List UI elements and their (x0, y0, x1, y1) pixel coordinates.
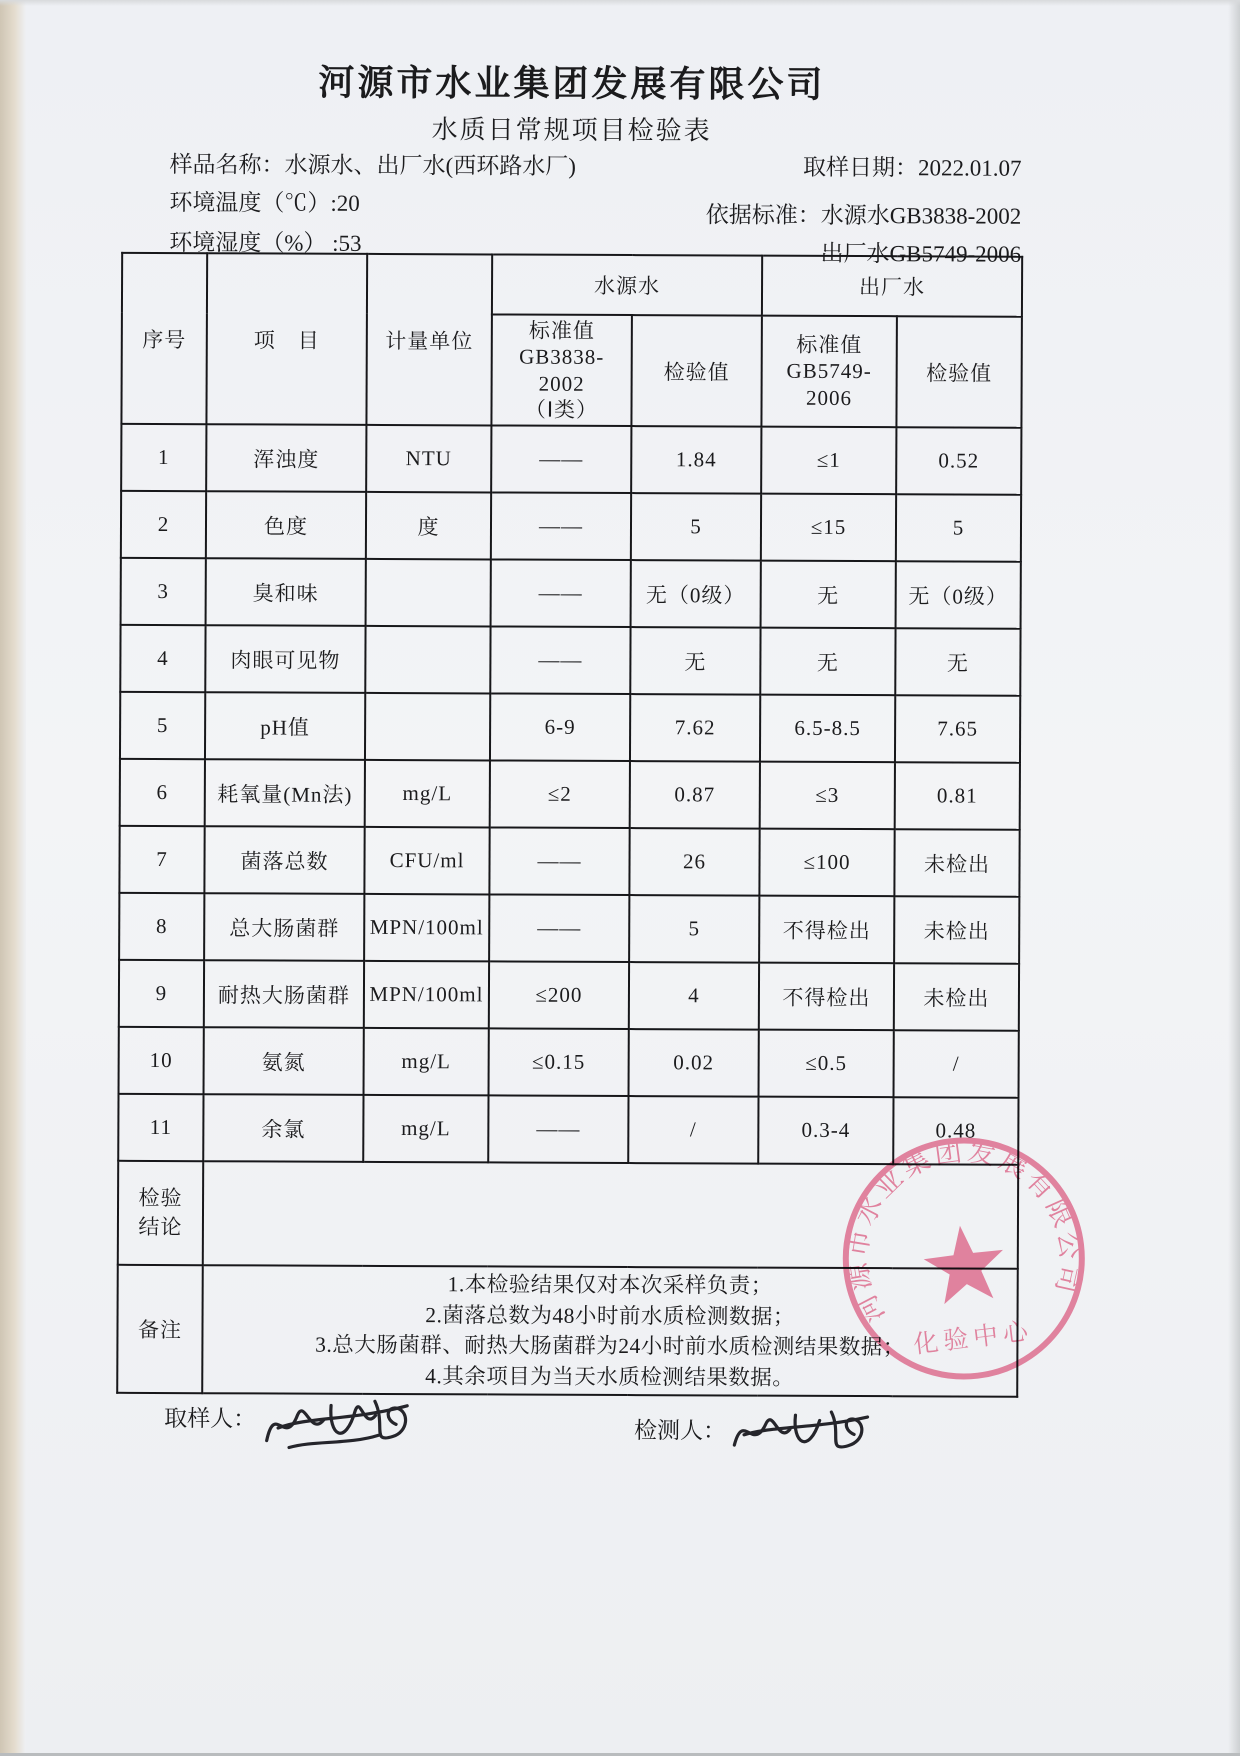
row-source-value: 0.02 (629, 1029, 759, 1097)
col-header-item: 项 目 (206, 253, 367, 425)
row-source-value: 无（0级） (631, 560, 761, 628)
tester-block (634, 1398, 888, 1469)
remark-line: 3.总大肠菌群、耐热大肠菌群为24小时前水质检测结果数据； (315, 1332, 905, 1360)
row-unit (365, 626, 490, 694)
row-source-standard: ≤0.15 (489, 1028, 629, 1096)
row-outlet-value: 未检出 (894, 829, 1019, 897)
row-outlet-value: 0.52 (896, 427, 1021, 495)
row-outlet-value: 5 (896, 494, 1021, 562)
row-item: 菌落总数 (204, 826, 364, 894)
row-seq: 6 (120, 759, 205, 826)
tester-signature (728, 1398, 888, 1469)
row-unit: CFU/ml (364, 827, 489, 895)
col-header-source-standard: 标准值 GB3838-2002 （Ⅰ类） (491, 314, 631, 426)
row-outlet-value: 7.65 (895, 695, 1020, 763)
row-source-value: 1.84 (631, 426, 761, 494)
row-outlet-standard: 0.3-4 (758, 1097, 893, 1165)
remark-line: 4.其余项目为当天水质检测结果数据。 (425, 1363, 795, 1390)
row-unit: mg/L (363, 1095, 488, 1163)
row-source-value: / (628, 1096, 758, 1164)
table-row (121, 558, 1021, 629)
table-row (119, 960, 1019, 1031)
row-source-standard: —— (490, 626, 630, 694)
row-seq: 2 (121, 491, 206, 558)
row-source-value: 26 (629, 828, 759, 896)
row-outlet-value: 未检出 (894, 963, 1019, 1031)
remark-label: 备注 (117, 1265, 203, 1393)
table-row (120, 692, 1020, 763)
row-item: 氨氮 (204, 1027, 364, 1095)
row-source-standard: —— (489, 827, 629, 895)
row-seq: 8 (119, 893, 204, 960)
signature-row (164, 1386, 1064, 1468)
row-source-standard: —— (489, 894, 629, 962)
row-item: 耗氧量(Mn法) (205, 759, 365, 827)
row-source-standard: ≤200 (489, 961, 629, 1029)
row-item: 耐热大肠菌群 (204, 960, 364, 1028)
remark-line: 2.菌落总数为48小时前水质检测数据； (425, 1302, 795, 1329)
row-unit: MPN/100ml (364, 961, 489, 1029)
col-header-outlet-standard: 标准值 GB5749-2006 (761, 316, 896, 428)
col-header-source-value: 检验值 (631, 315, 761, 427)
table-row (120, 625, 1020, 696)
row-outlet-standard: 不得检出 (759, 963, 894, 1031)
tester-label: 检测人： (633, 1418, 727, 1444)
row-outlet-standard: 无 (760, 628, 895, 696)
row-seq: 10 (119, 1027, 204, 1094)
table-row (118, 1094, 1018, 1165)
table-row (121, 424, 1021, 495)
row-unit (366, 559, 491, 627)
row-source-value: 无 (630, 627, 760, 695)
row-source-standard: —— (491, 492, 631, 560)
conclusion-value (203, 1161, 1018, 1269)
row-outlet-value: 无（0级） (896, 561, 1021, 629)
col-header-unit: 计量单位 (366, 254, 492, 426)
row-outlet-standard: 无 (761, 561, 896, 629)
sampler-signature (258, 1386, 433, 1465)
group-header-source-water: 水源水 (492, 254, 762, 315)
row-unit: 度 (366, 492, 491, 560)
row-source-value: 5 (629, 895, 759, 963)
row-outlet-standard: ≤0.5 (759, 1030, 894, 1098)
row-outlet-value: 0.48 (893, 1097, 1018, 1165)
row-item: 总大肠菌群 (204, 893, 364, 961)
row-outlet-value: 无 (895, 628, 1020, 696)
row-seq: 1 (121, 424, 206, 491)
remarks-content (202, 1265, 1018, 1397)
conclusion-label: 检验 结论 (118, 1161, 203, 1265)
row-outlet-standard: ≤1 (761, 427, 896, 495)
row-outlet-standard: 6.5-8.5 (760, 695, 895, 763)
seal-arc-text: 河源市水业集团发展有限公司 (840, 1135, 1087, 1329)
row-outlet-value: 0.81 (895, 762, 1020, 830)
sample-name: 样品名称：水源水、出厂水(西环路水厂) (169, 152, 576, 179)
row-item: pH值 (205, 692, 365, 760)
group-header-outlet-water: 出厂水 (762, 256, 1022, 317)
inspection-table (116, 252, 1023, 1398)
row-source-value: 0.87 (630, 761, 760, 829)
row-outlet-standard: ≤3 (760, 762, 895, 830)
row-seq: 11 (118, 1094, 203, 1161)
table-row (121, 491, 1021, 562)
row-item: 余氯 (203, 1094, 363, 1162)
meta-line-sample (170, 146, 1022, 183)
row-source-standard: —— (491, 559, 631, 627)
sampler-label: 取样人： (164, 1406, 257, 1432)
report-subtitle: 水质日常规项目检验表 (431, 115, 712, 146)
row-seq: 4 (120, 625, 205, 692)
row-source-standard: ≤2 (490, 760, 630, 828)
row-seq: 5 (120, 692, 205, 759)
row-unit: NTU (366, 425, 491, 493)
table-row (119, 1027, 1019, 1098)
table-row (120, 759, 1020, 830)
row-unit: mg/L (364, 1028, 489, 1096)
env-temperature: 环境温度（℃）:20 (169, 190, 360, 216)
row-source-value: 5 (631, 493, 761, 561)
row-outlet-standard: 不得检出 (759, 896, 894, 964)
row-source-value: 4 (629, 962, 759, 1030)
row-seq: 3 (121, 558, 206, 625)
row-item: 臭和味 (206, 558, 366, 626)
row-source-value: 7.62 (630, 694, 760, 762)
row-item: 浑浊度 (206, 424, 366, 492)
row-source-standard: —— (488, 1095, 628, 1163)
row-item: 色度 (206, 491, 366, 559)
standard-outlet-water: 出厂水GB5749-2006 (820, 240, 1022, 267)
row-outlet-standard: ≤15 (761, 494, 896, 562)
seal-center-text: 化验中心 (912, 1317, 1035, 1359)
company-title: 河源市水业集团发展有限公司 (318, 62, 826, 105)
row-outlet-value: / (894, 1030, 1019, 1098)
row-outlet-value: 未检出 (894, 896, 1019, 964)
row-source-standard: —— (491, 425, 631, 493)
table-row (119, 893, 1019, 964)
standard-source-water: 依据标准：水源水GB3838-2002 (705, 202, 1022, 229)
row-item: 肉眼可见物 (205, 625, 365, 693)
sampling-date: 取样日期：2022.01.07 (803, 154, 1022, 181)
env-humidity: 环境湿度（%） :53 (169, 230, 362, 256)
row-source-standard: 6-9 (490, 693, 630, 761)
table-row (119, 826, 1019, 897)
row-unit: MPN/100ml (364, 894, 489, 962)
row-unit: mg/L (365, 760, 490, 828)
col-header-seq: 序号 (121, 253, 207, 424)
col-header-outlet-value: 检验值 (896, 316, 1021, 428)
row-seq: 7 (119, 826, 204, 893)
remark-line: 1.本检验结果仅对本次采样负责； (447, 1272, 773, 1298)
row-unit (365, 693, 490, 761)
row-seq: 9 (119, 960, 204, 1027)
row-outlet-standard: ≤100 (759, 829, 894, 897)
